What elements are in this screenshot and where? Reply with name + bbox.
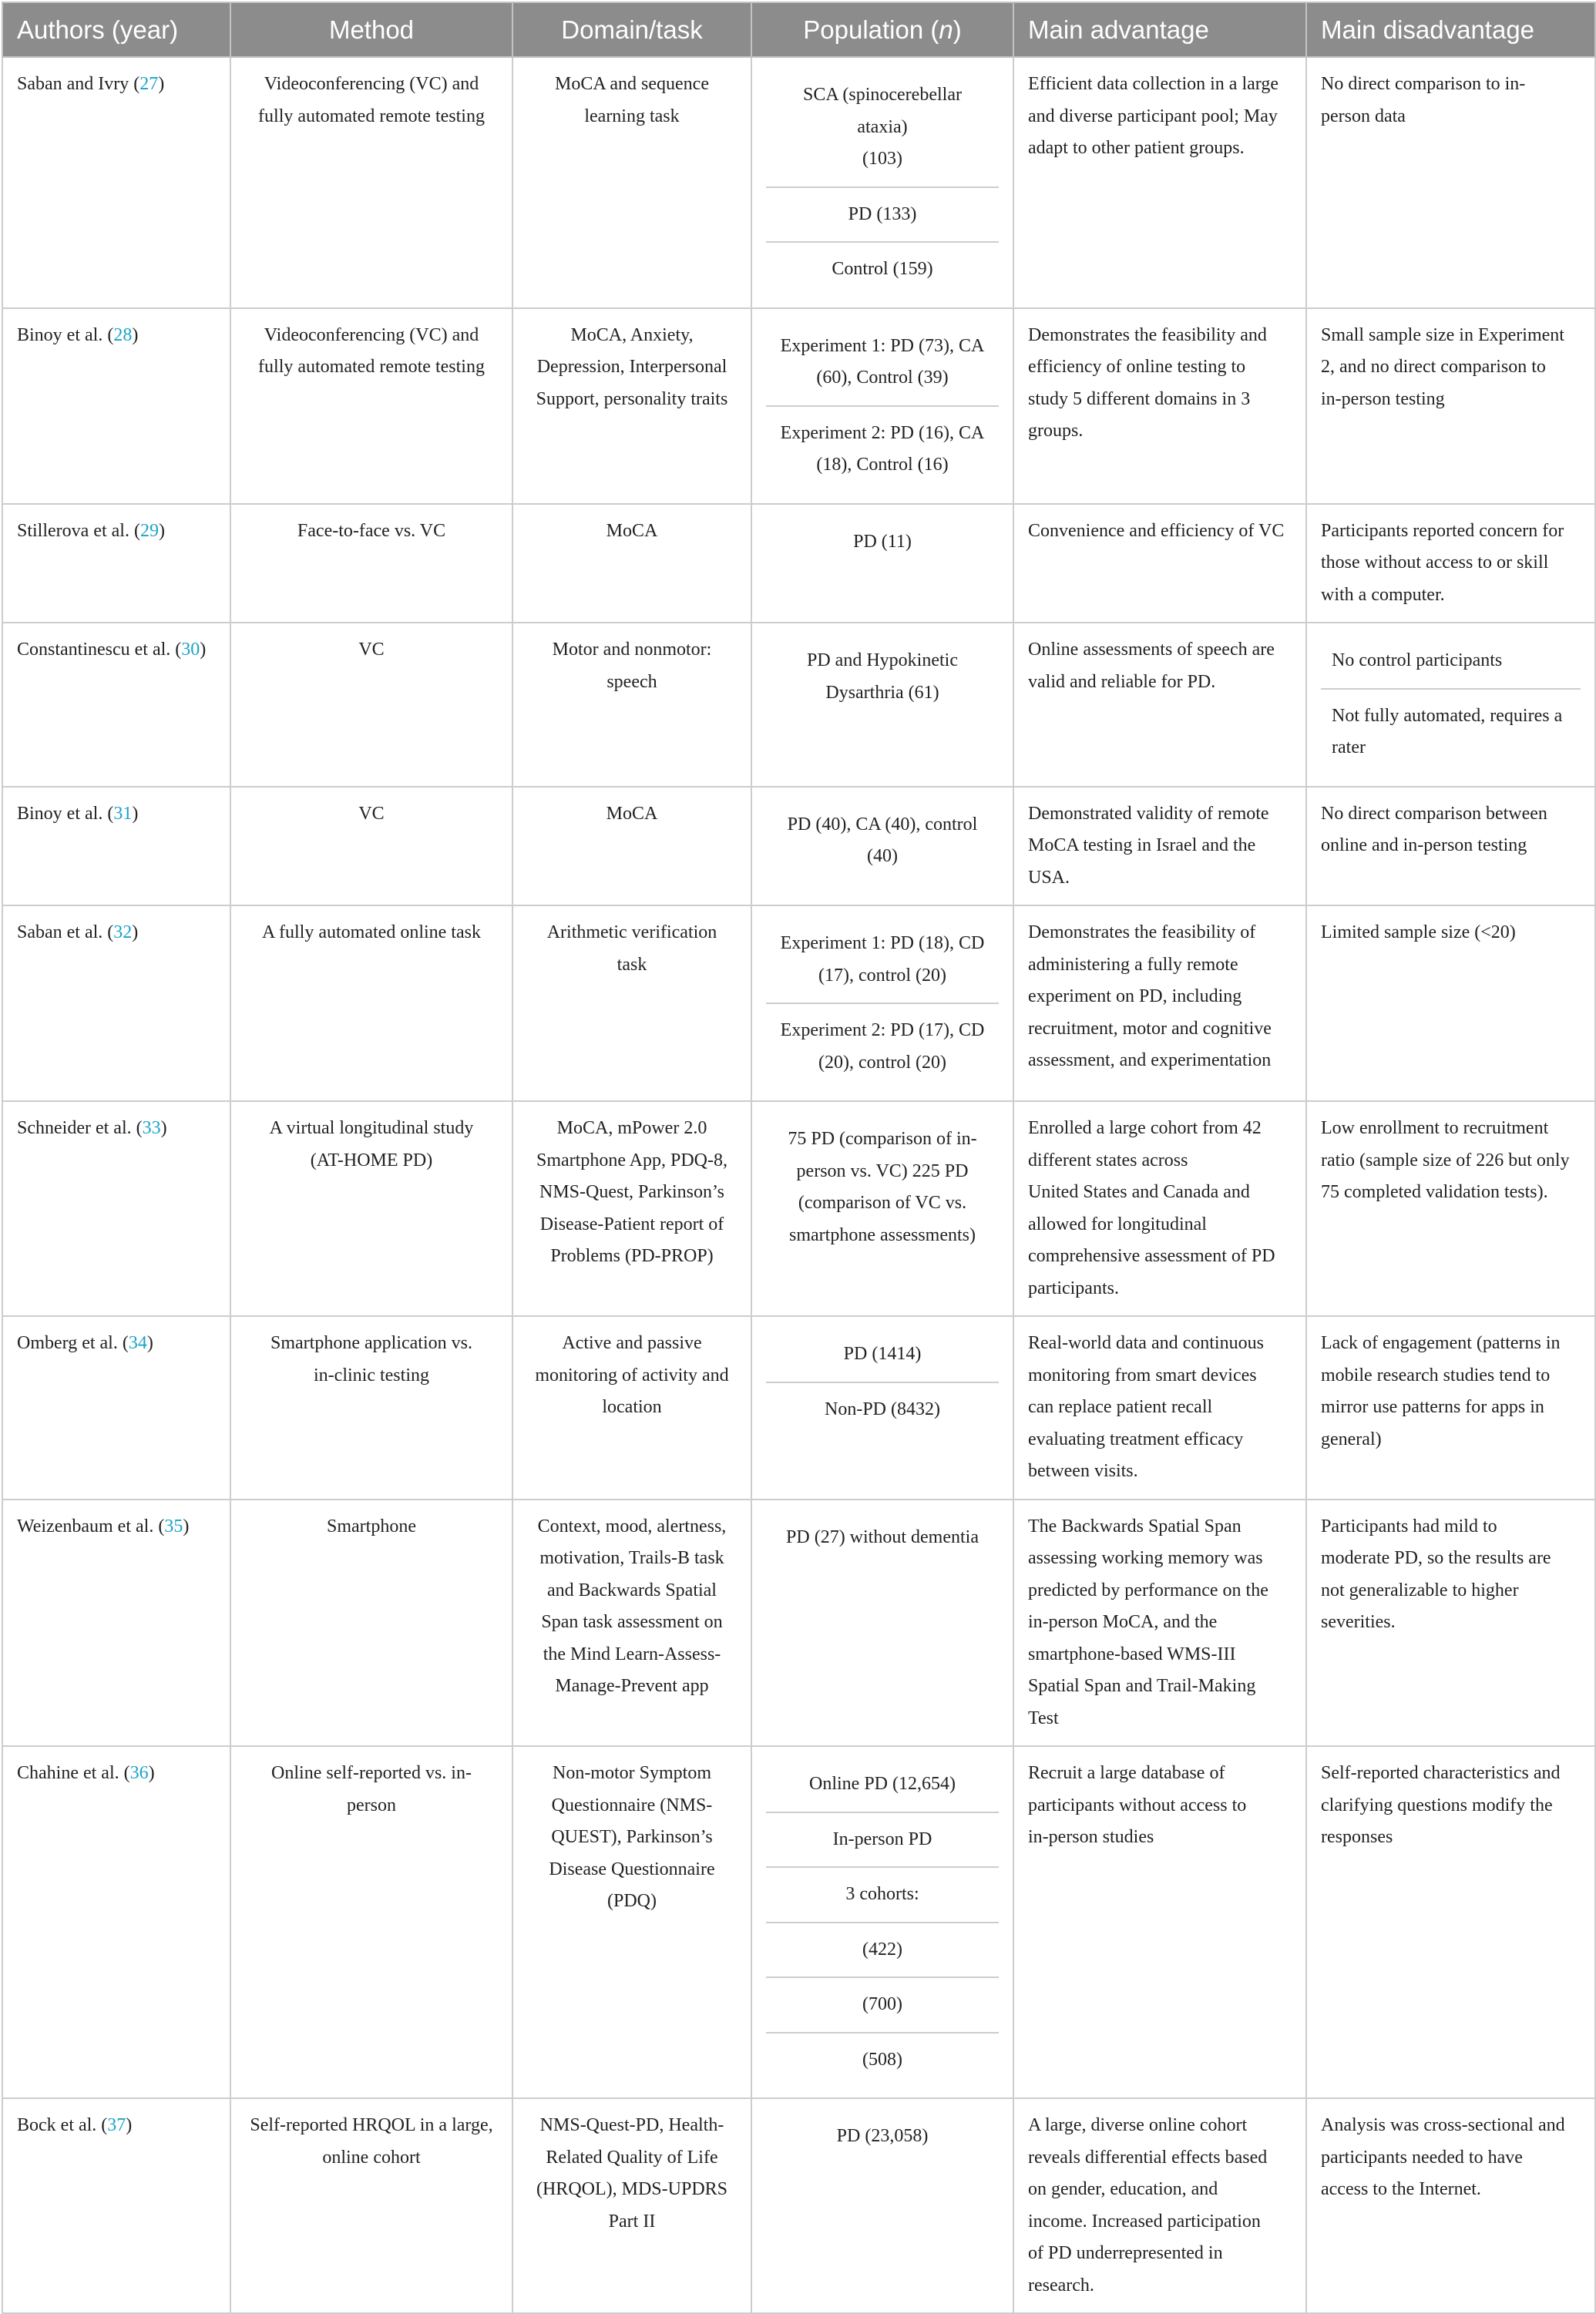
cell-author xyxy=(2,905,230,1101)
cell-method: Online self-reported vs. in- person xyxy=(230,1746,512,2098)
author-name: Stillerova et al. ( xyxy=(17,520,140,541)
table-row xyxy=(2,905,1595,1101)
cell-population xyxy=(751,1500,1013,1747)
cell-domain: Motor and nonmotor: speech xyxy=(512,623,751,787)
cell-population-entry: PD and Hypokinetic Dysarthria (61) xyxy=(807,650,958,703)
author-paren: ) xyxy=(126,2115,133,2135)
cell-population-stack xyxy=(766,917,999,1090)
cell-author xyxy=(2,2098,230,2313)
table-row xyxy=(2,1316,1595,1500)
cell-author xyxy=(2,787,230,906)
cell-population-stack xyxy=(766,634,999,775)
cell-advantage: Enrolled a large cohort from 42 different states across United States and Canada and allowed for longitudinal comprehensive assessment of PD participants. xyxy=(1013,1101,1306,1316)
cell-method: VC xyxy=(230,787,512,906)
cell-population xyxy=(751,1316,1013,1500)
cell-population-entry: Experiment 1: PD (73), CA (60), Control (39) xyxy=(780,335,985,388)
reference-number: 34 xyxy=(128,1333,147,1353)
cell-population-entry: Control (159) xyxy=(766,241,999,297)
author-paren: ) xyxy=(148,1763,155,1783)
cell-population-entry: PD (23,058) xyxy=(836,2126,929,2146)
cell-population xyxy=(751,1746,1013,2098)
author-name: Bock et al. ( xyxy=(17,2115,108,2135)
cell-population xyxy=(751,905,1013,1101)
header-authors: Authors (year) xyxy=(2,2,230,57)
cell-domain: NMS-Quest-PD, Health- Related Quality of Life (HRQOL), MDS-UPDRS Part II xyxy=(512,2098,751,2313)
author-name: Saban et al. ( xyxy=(17,922,114,942)
reference-number: 29 xyxy=(139,520,159,541)
cell-population-stack xyxy=(766,1328,999,1488)
cell-population-entry: Non-PD (8432) xyxy=(766,1382,999,1488)
cell-population-entry: Experiment 1: PD (18), CD (17), control (20) xyxy=(780,933,985,986)
cell-population-entry: 75 PD (comparison of in- person vs. VC) 225 PD (comparison of VC vs. smartphone assessments) xyxy=(788,1129,977,1245)
cell-disadvantage-entry: No control participants xyxy=(1332,650,1503,670)
author-name: Binoy et al. ( xyxy=(17,803,114,824)
cell-domain: Context, mood, alertness, motivation, Trails-B task and Backwards Spatial Span task assessment on the Mind Learn-Assess- Manage-Prevent app xyxy=(512,1500,751,1747)
cell-author xyxy=(2,623,230,787)
cell-advantage: Demonstrates the feasibility and efficiency of online testing to study 5 different domains in 3 groups. xyxy=(1013,308,1306,504)
cell-disadvantage: Limited sample size (<20) xyxy=(1306,905,1595,1101)
cell-disadvantage: Analysis was cross-sectional and participants needed to have access to the Internet. xyxy=(1306,2098,1595,2313)
author-paren: ) xyxy=(160,1118,167,1138)
cell-author xyxy=(2,504,230,623)
cell-advantage: A large, diverse online cohort reveals differential effects based on gender, education, and income. Increased participation of PD underrepresented in research. xyxy=(1013,2098,1306,2313)
reference-number: 37 xyxy=(107,2115,126,2135)
cell-domain: MoCA, mPower 2.0 Smartphone App, PDQ-8, NMS-Quest, Parkinson’s Disease-Patient report of Problems (PD-PROP) xyxy=(512,1101,751,1316)
table-row xyxy=(2,787,1595,906)
table-row xyxy=(2,1500,1595,1747)
table-row xyxy=(2,57,1595,308)
cell-advantage: Demonstrates the feasibility of administering a fully remote experiment on PD, including recruitment, motor and cognitive assessment, and experimentation xyxy=(1013,905,1306,1101)
cell-domain: Non-motor Symptom Questionnaire (NMS- QUEST), Parkinson’s Disease Questionnaire (PDQ) xyxy=(512,1746,751,2098)
cell-population-entry: (700) xyxy=(766,1976,999,2032)
cell-method: Face-to-face vs. VC xyxy=(230,504,512,623)
author-name: Chahine et al. ( xyxy=(17,1763,130,1783)
cell-method: Smartphone application vs. in-clinic testing xyxy=(230,1316,512,1500)
cell-disadvantage xyxy=(1306,623,1595,787)
reference-number: 31 xyxy=(113,803,133,824)
table-body xyxy=(2,57,1595,2313)
cell-method: VC xyxy=(230,623,512,787)
header-disadvantage: Main disadvantage xyxy=(1306,2,1595,57)
author-paren: ) xyxy=(146,1333,153,1353)
author-name: Constantinescu et al. ( xyxy=(17,640,182,660)
reference-number: 27 xyxy=(139,74,159,94)
cell-domain: MoCA and sequence learning task xyxy=(512,57,751,308)
cell-advantage: Efficient data collection in a large and diverse participant pool; May adapt to other patient groups. xyxy=(1013,57,1306,308)
cell-advantage: Real-world data and continuous monitoring from smart devices can replace patient recall evaluating treatment efficacy between visits. xyxy=(1013,1316,1306,1500)
cell-population-stack xyxy=(766,320,999,492)
cell-population xyxy=(751,308,1013,504)
cell-population xyxy=(751,504,1013,623)
author-name: Binoy et al. ( xyxy=(17,324,114,345)
cell-disadvantage: Self-reported characteristics and clarifying questions modify the responses xyxy=(1306,1746,1595,2098)
header-population: Population (n) xyxy=(751,2,1013,57)
cell-population xyxy=(751,57,1013,308)
reference-number: 28 xyxy=(113,324,133,345)
cell-advantage: Demonstrated validity of remote MoCA testing in Israel and the USA. xyxy=(1013,787,1306,906)
cell-method: A virtual longitudinal study (AT-HOME PD) xyxy=(230,1101,512,1316)
cell-population xyxy=(751,2098,1013,2313)
cell-population xyxy=(751,787,1013,906)
cell-population-stack xyxy=(766,516,999,612)
cell-disadvantage: Low enrollment to recruitment ratio (sample size of 226 but only 75 completed validation tests). xyxy=(1306,1101,1595,1316)
cell-author xyxy=(2,1500,230,1747)
cell-population-stack xyxy=(766,2110,999,2302)
reference-number: 35 xyxy=(164,1516,183,1537)
cell-population-entry: Online PD (12,654) xyxy=(809,1774,956,1794)
cell-method: Self-reported HRQOL in a large, online cohort xyxy=(230,2098,512,2313)
reference-number: 33 xyxy=(142,1118,161,1138)
cell-population-entry: (422) xyxy=(766,1922,999,1977)
author-paren: ) xyxy=(200,640,207,660)
author-paren: ) xyxy=(183,1516,190,1537)
table-row xyxy=(2,1101,1595,1316)
cell-population-entry: 3 cohorts: xyxy=(766,1866,999,1922)
author-name: Weizenbaum et al. ( xyxy=(17,1516,165,1537)
cell-population xyxy=(751,1101,1013,1316)
author-name: Omberg et al. ( xyxy=(17,1333,129,1353)
cell-domain: MoCA, Anxiety, Depression, Interpersonal Support, personality traits xyxy=(512,308,751,504)
cell-disadvantage-entry: Not fully automated, requires a rater xyxy=(1321,688,1581,775)
studies-table xyxy=(2,2,1596,2314)
cell-method: Videoconferencing (VC) and fully automated remote testing xyxy=(230,57,512,308)
cell-population-entry: Experiment 2: PD (17), CD (20), control (20) xyxy=(766,1003,999,1090)
cell-author xyxy=(2,1746,230,2098)
table-row xyxy=(2,308,1595,504)
cell-advantage: Recruit a large database of participants without access to in-person studies xyxy=(1013,1746,1306,2098)
cell-population-stack xyxy=(766,1758,999,2087)
author-name: Schneider et al. ( xyxy=(17,1118,143,1138)
cell-author xyxy=(2,1316,230,1500)
cell-advantage: Online assessments of speech are valid and reliable for PD. xyxy=(1013,623,1306,787)
reference-number: 32 xyxy=(113,922,133,942)
cell-method: A fully automated online task xyxy=(230,905,512,1101)
table-row xyxy=(2,623,1595,787)
cell-population-stack xyxy=(766,798,999,895)
cell-domain: Arithmetic verification task xyxy=(512,905,751,1101)
table-row xyxy=(2,2098,1595,2313)
cell-population-stack xyxy=(766,69,999,297)
cell-author xyxy=(2,308,230,504)
cell-population xyxy=(751,623,1013,787)
cell-population-entry: PD (1414) xyxy=(843,1344,922,1364)
cell-method: Videoconferencing (VC) and fully automated remote testing xyxy=(230,308,512,504)
cell-disadvantage: No direct comparison between online and in-person testing xyxy=(1306,787,1595,906)
cell-population-stack xyxy=(766,1511,999,1735)
header-row xyxy=(2,2,1595,57)
cell-domain: MoCA xyxy=(512,787,751,906)
reference-number: 30 xyxy=(181,640,200,660)
table-row xyxy=(2,1746,1595,2098)
cell-author xyxy=(2,1101,230,1316)
cell-population-entry: PD (133) xyxy=(766,186,999,242)
header-domain: Domain/task xyxy=(512,2,751,57)
cell-population-entry: Experiment 2: PD (16), CA (18), Control (16) xyxy=(766,405,999,492)
author-paren: ) xyxy=(132,324,139,345)
cell-population-entry: PD (27) without dementia xyxy=(786,1526,979,1547)
author-name: Saban and Ivry ( xyxy=(17,74,140,94)
cell-disadvantage: Small sample size in Experiment 2, and no direct comparison to in-person testing xyxy=(1306,308,1595,504)
cell-disadvantage: Lack of engagement (patterns in mobile research studies tend to mirror use patterns for apps in general) xyxy=(1306,1316,1595,1500)
cell-population-stack xyxy=(766,1113,999,1305)
table-row xyxy=(2,504,1595,623)
cell-domain: MoCA xyxy=(512,504,751,623)
cell-advantage: The Backwards Spatial Span assessing working memory was predicted by performance on the in-person MoCA, and the smartphone-based WMS-III Spatial Span and Trail-Making Test xyxy=(1013,1500,1306,1747)
cell-disadvantage: Participants reported concern for those without access to or skill with a computer. xyxy=(1306,504,1595,623)
cell-disadvantage: No direct comparison to in- person data xyxy=(1306,57,1595,308)
header-advantage: Main advantage xyxy=(1013,2,1306,57)
author-paren: ) xyxy=(132,803,139,824)
author-paren: ) xyxy=(132,922,139,942)
cell-population-entry: (508) xyxy=(766,2032,999,2087)
cell-population-entry: In-person PD xyxy=(766,1812,999,1867)
header-method: Method xyxy=(230,2,512,57)
cell-population-entry: PD (11) xyxy=(853,531,912,552)
cell-disadvantage: Participants had mild to moderate PD, so the results are not generalizable to higher severities. xyxy=(1306,1500,1595,1747)
cell-population-entry: SCA (spinocerebellar ataxia) (103) xyxy=(803,85,962,169)
cell-advantage: Convenience and efficiency of VC xyxy=(1013,504,1306,623)
author-paren: ) xyxy=(158,520,165,541)
cell-method: Smartphone xyxy=(230,1500,512,1747)
author-paren: ) xyxy=(158,74,165,94)
cell-domain: Active and passive monitoring of activity and location xyxy=(512,1316,751,1500)
cell-population-entry: PD (40), CA (40), control (40) xyxy=(787,814,978,866)
cell-author xyxy=(2,57,230,308)
reference-number: 36 xyxy=(129,1763,149,1783)
cell-disadvantage-stack xyxy=(1321,634,1581,775)
